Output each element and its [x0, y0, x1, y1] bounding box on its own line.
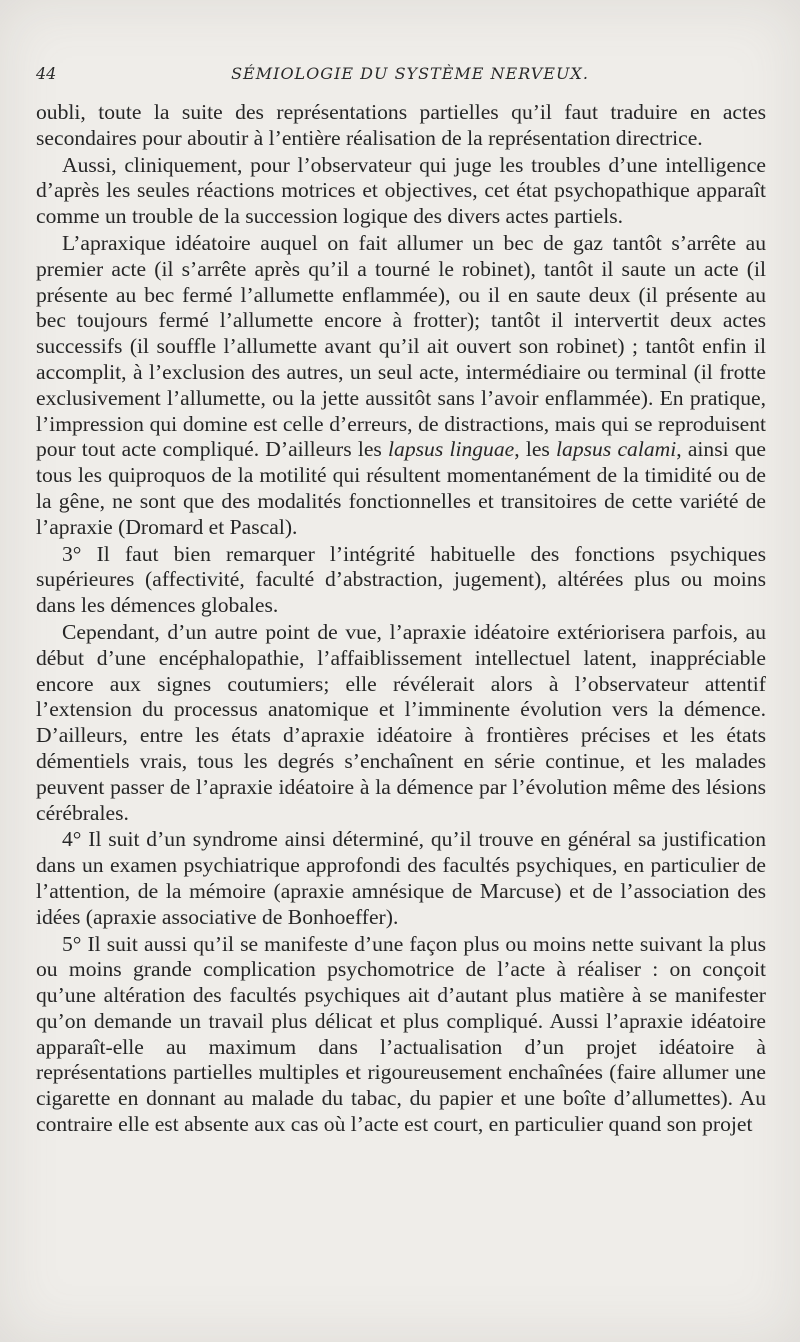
paragraph-text-segment: , les	[514, 437, 557, 462]
paragraph-continuation: oubli, toute la suite des représentations partielles qu’il faut traduire en actes secondaires pour aboutir à l’entière réalisation de la représentation directrice.	[36, 100, 766, 150]
paragraph-text-segment: L’apraxique idéatoire auquel on fait allumer un bec de gaz tantôt s’arrête au premier acte (il s’arrête après qu’il a tourné le robinet), tantôt il saute un acte (il présente au bec fermé l’allumette enflammée), ou il en saute deux (il présente au bec toujours fermé l’allumette encore à frotter); tantôt il intervertit deux actes successifs (il souffle l’allumette avant qu’il ait ouvert son robinet) ; tantôt enfin il accomplit, à l’exclusion des autres, un seul acte, intermédiaire ou terminal (il frotte exclusivement l’allumette, ou la jette aussitôt sans l’avoir enflammée). En pratique, l’impression qui domine est celle d’erreurs, de distractions, mais qui se reproduisent pour tout acte compliqué. D’ailleurs les	[36, 230, 766, 462]
body-text	[36, 100, 766, 1138]
paragraph-clinical-observation: Aussi, cliniquement, pour l’observateur qui juge les troubles d’une intelligence d’après les seules réactions motrices et objectives, cet état psychopathique apparaît comme un trouble de la succession logique des divers actes partiels.	[36, 152, 766, 229]
italic-term: lapsus calami	[556, 437, 677, 462]
page-number: 44	[36, 64, 57, 83]
page-header	[36, 62, 764, 86]
paragraph-point-4: 4° Il suit d’un syndrome ainsi déterminé, qu’il trouve en général sa justification dans un examen psychiatrique approfondi des facultés psychiques, en particulier de l’attention, de la mémoire (apraxie amnésique de Marcuse) et de l’association des idées (apraxie associative de Bonhoeffer).	[36, 827, 766, 929]
italic-term: lapsus linguae	[388, 437, 515, 462]
paragraph-gas-burner-example	[36, 231, 766, 541]
running-head: SÉMIOLOGIE DU SYSTÈME NERVEUX.	[231, 64, 589, 83]
paragraph-point-3: 3° Il faut bien remarquer l’intégrité habituelle des fonctions psychiques supérieures (affectivité, faculté d’abstraction, jugement), altérées plus ou moins dans les démences globales.	[36, 541, 766, 618]
paragraph-dementia: Cependant, d’un autre point de vue, l’apraxie idéatoire extériorisera parfois, au début d’une encéphalopathie, l’affaiblissement intellectuel latent, inappréciable encore aux signes coutumiers; elle révélerait alors à l’observateur attentif l’extension du processus anatomique et l’imminente évolution vers la démence. D’ailleurs, entre les états d’apraxie idéatoire à frontières précises et les états démentiels vrais, tous les degrés s’enchaînent en série continue, et les malades peuvent passer de l’apraxie idéatoire à la démence par l’évolution même des lésions cérébrales.	[36, 619, 766, 825]
paragraph-text-segment: , ainsi que tous les quiproquos de la motilité qui résultent momentanément de la timidité ou de la gêne, ne sont que des modalités fonctionnelles et transitoires de cette variété de l’apraxie (Dromard et Pascal).	[36, 437, 767, 539]
paragraph-point-5: 5° Il suit aussi qu’il se manifeste d’une façon plus ou moins nette suivant la plus ou moins grande complication psychomotrice de l’acte à réaliser : on conçoit qu’une altération des facultés psychiques ait d’autant plus matière à se manifester qu’on demande un travail plus délicat et plus compliqué. Aussi l’apraxie idéatoire apparaît-elle au maximum dans l’actualisation d’un projet idéatoire à représentations partielles multiples et rigoureusement enchaînées (faire allumer une cigarette en donnant au malade du tabac, du papier et une boîte d’allumettes). Au contraire elle est absente aux cas où l’acte est court, en particulier quand son projet	[36, 931, 766, 1137]
